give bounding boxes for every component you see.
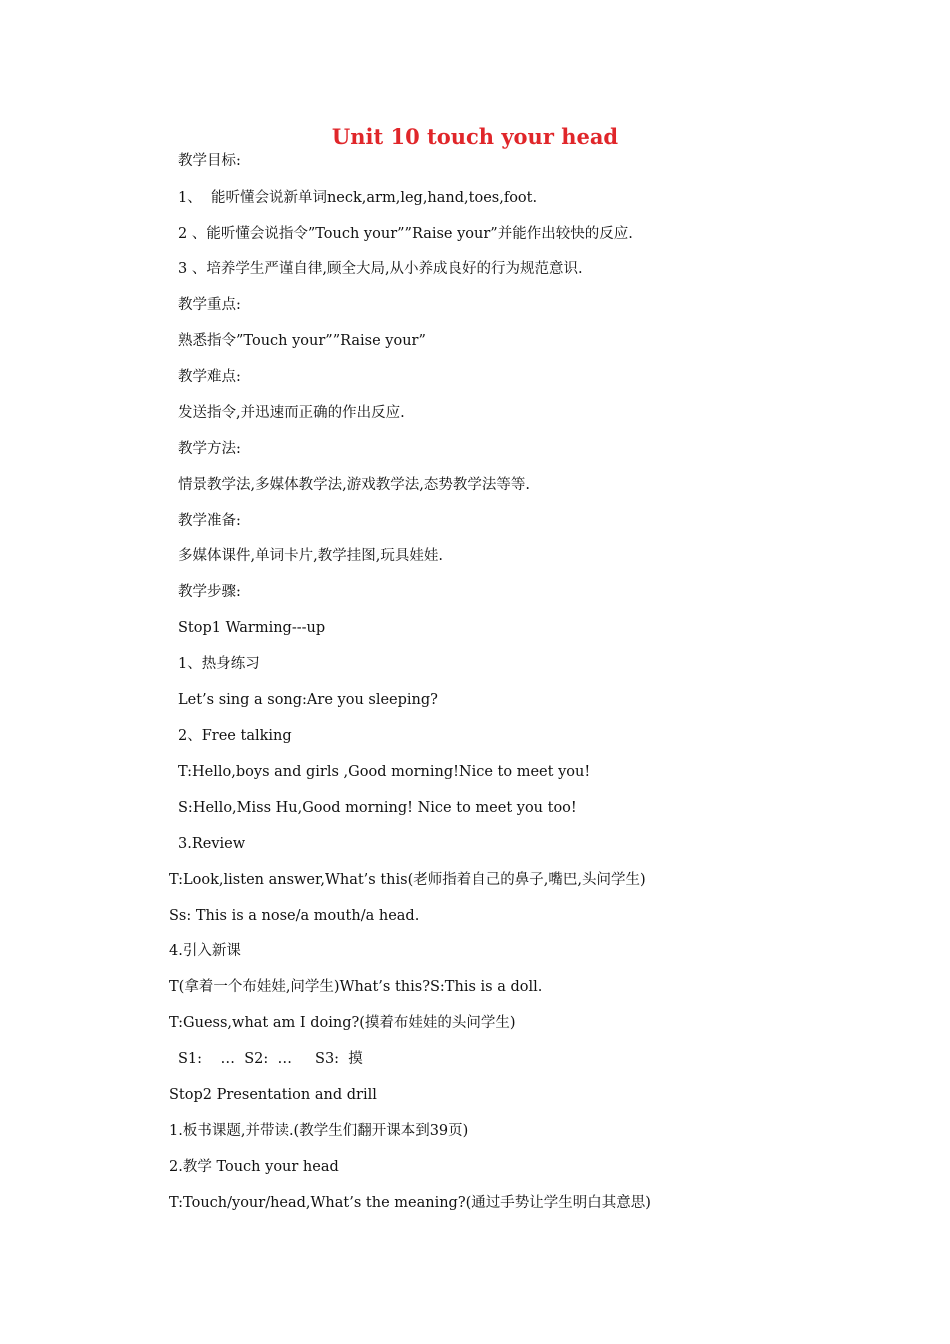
text-line: Ss: This is a nose/a mouth/a head. [169,908,420,924]
text-line: Stop2 Presentation and drill [169,1087,377,1103]
text-line: T(拿着一个布娃娃,问学生)What’s this?S:This is a doll. [169,979,543,995]
text-line: 1、 能听懂会说新单词neck,arm,leg,hand,toes,foot. [178,190,538,206]
text-line: 1、热身练习 [178,656,260,672]
text-line: T:Touch/your/head,What’s the meaning?(通过手势让学生明白其意思) [169,1195,651,1211]
text-line: 3 、培养学生严谨自律,顾全大局,从小养成良好的行为规范意识. [178,261,583,277]
text-line: 发送指令,并迅速而正确的作出反应. [178,405,405,421]
text-line: 多媒体课件,单词卡片,教学挂图,玩具娃娃. [178,548,443,564]
text-line: 1.板书课题,并带读.(教学生们翻开课本到39页) [169,1123,469,1139]
text-line: S:Hello,Miss Hu,Good morning! Nice to meet you too! [178,800,577,816]
text-line: Stop1 Warming---up [178,620,326,636]
text-line: 教学难点: [178,369,241,385]
text-line: 2.教学 Touch your head [169,1159,339,1175]
text-line: 4.引入新课 [169,943,241,959]
text-line: 3.Review [178,836,246,852]
text-line: 教学步骤: [178,584,241,600]
text-line: 2、Free talking [178,728,292,744]
text-line: 情景教学法,多媒体教学法,游戏教学法,态势教学法等等. [178,477,530,493]
text-line: 熟悉指令”Touch your””Raise your” [178,333,426,349]
text-line: 教学准备: [178,513,241,529]
text-line: 教学目标: [178,153,241,169]
document-title: Unit 10 touch your head [331,124,619,149]
text-line: Let’s sing a song:Are you sleeping? [178,692,438,708]
text-line: 教学重点: [178,297,241,313]
text-line: 2 、能听懂会说指令”Touch your””Raise your”并能作出较快的反应. [178,226,633,242]
text-line: T:Guess,what am I doing?(摸着布娃娃的头问学生) [169,1015,516,1031]
text-line: 教学方法: [178,441,241,457]
text-line: T:Hello,boys and girls ,Good morning!Nice to meet you! [178,764,591,780]
text-line: S1: … S2: … S3: 摸 [178,1051,363,1067]
text-line: T:Look,listen answer,What’s this(老师指着自己的鼻子,嘴巴,头问学生) [169,872,646,888]
